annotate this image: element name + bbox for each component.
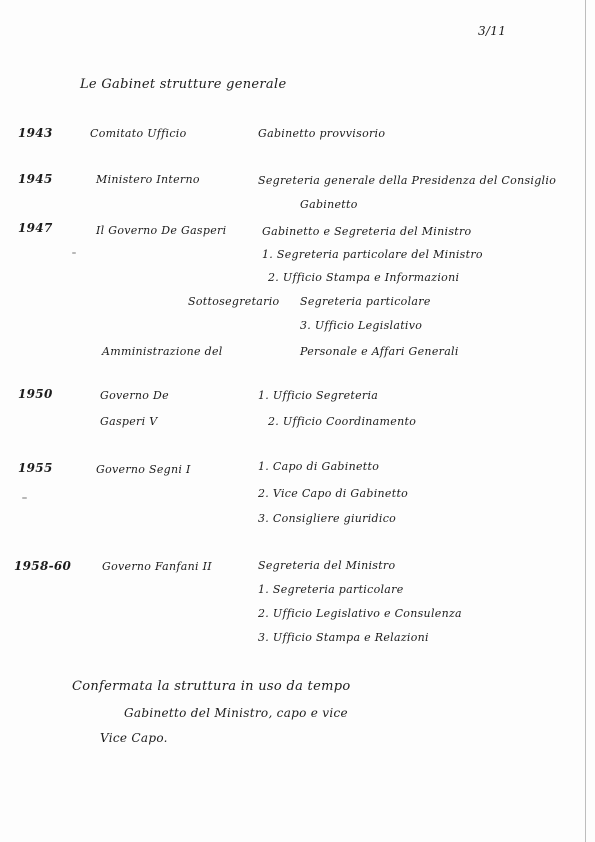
closing-note-line: Gabinetto del Ministro, capo e vice — [124, 706, 348, 720]
entry-left-text: Il Governo De Gasperi — [96, 224, 227, 237]
entry-right-text: 1. Segreteria particolare — [258, 583, 404, 596]
entry-right-text: 1. Segreteria particolare del Ministro — [262, 248, 483, 261]
year-label: 1945 — [18, 172, 53, 186]
entry-left-text: Sottosegretario — [188, 295, 280, 308]
entry-left-text: Ministero Interno — [96, 173, 200, 186]
entry-right-text: 2. Ufficio Coordinamento — [268, 415, 417, 428]
entry-right-text: 2. Ufficio Legislativo e Consulenza — [258, 607, 462, 620]
entry-left-text: Governo Segni I — [96, 463, 191, 476]
entry-left-text: Governo De — [100, 389, 169, 402]
entry-left-text: Gasperi V — [100, 415, 158, 428]
closing-note-line: Confermata la struttura in uso da tempo — [72, 679, 351, 694]
year-label: 1950 — [18, 387, 53, 401]
entry-left-text: Governo Fanfani II — [102, 560, 212, 573]
page-heading: Le Gabinet strutture generale — [80, 77, 287, 92]
year-label: 1958-60 — [14, 559, 72, 573]
entry-right-text: 3. Ufficio Stampa e Relazioni — [258, 631, 429, 644]
entry-right-text: 2. Ufficio Stampa e Informazioni — [268, 271, 460, 284]
scan-edge-line — [585, 0, 586, 842]
page-number: 3/11 — [478, 24, 507, 38]
entry-right-text: Gabinetto provvisorio — [258, 127, 386, 140]
scan-speck — [72, 252, 76, 254]
closing-note-line: Vice Capo. — [100, 731, 168, 745]
entry-right-text: 2. Vice Capo di Gabinetto — [258, 487, 409, 500]
entry-right-text: Segreteria particolare — [300, 295, 431, 308]
entry-left-text: Comitato Ufficio — [90, 127, 187, 140]
entry-right-text: 1. Capo di Gabinetto — [258, 460, 380, 473]
year-label: 1943 — [18, 126, 53, 140]
entry-right-text: 1. Ufficio Segreteria — [258, 389, 379, 402]
entry-right-text: Personale e Affari Generali — [300, 345, 459, 358]
entry-right-text: 3. Consigliere giuridico — [258, 512, 397, 525]
year-label: 1955 — [18, 461, 53, 475]
entry-right-text: Gabinetto — [300, 198, 358, 211]
entry-left-text: Amministrazione del — [102, 345, 223, 358]
entry-right-text: 3. Ufficio Legislativo — [300, 319, 423, 332]
entry-right-text: Segreteria del Ministro — [258, 559, 396, 572]
entry-right-text: Segreteria generale della Presidenza del Consiglio — [258, 174, 557, 187]
entry-right-text: Gabinetto e Segreteria del Ministro — [262, 225, 472, 238]
year-label: 1947 — [18, 221, 53, 235]
scan-speck — [22, 497, 27, 499]
